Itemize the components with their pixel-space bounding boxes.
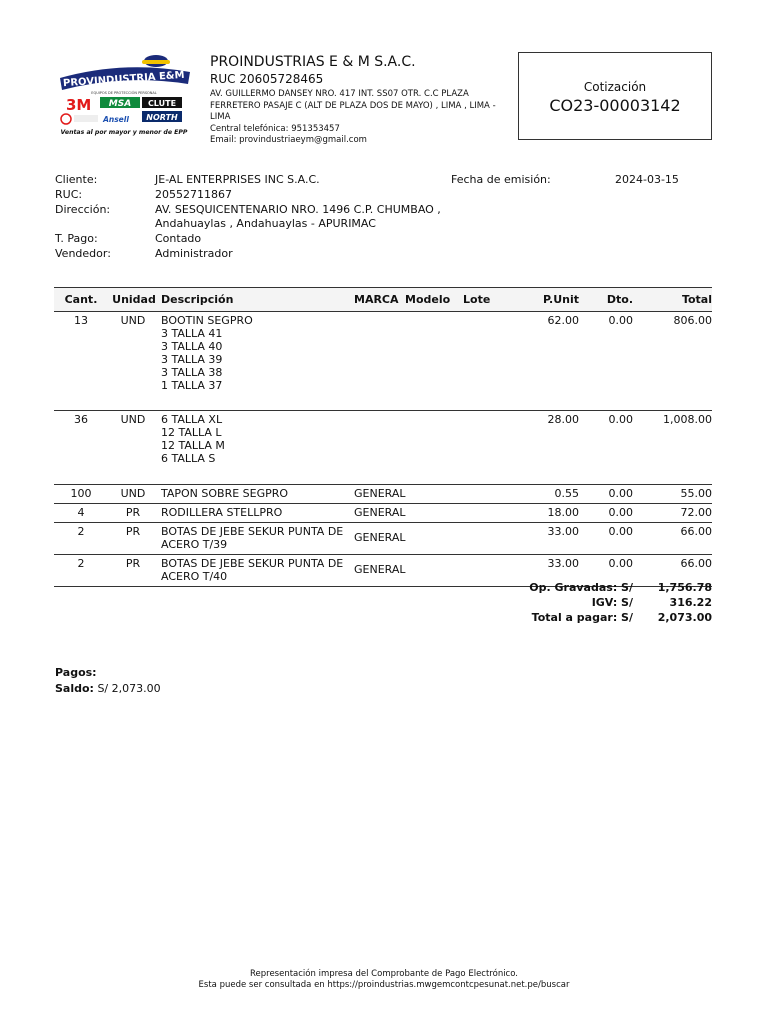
- total-value: 2,073.00: [657, 611, 712, 624]
- row-punit: 62.00: [547, 314, 579, 327]
- svg-text:3M: 3M: [66, 96, 92, 114]
- ruc-value: 20552711867: [155, 188, 232, 201]
- row-marca: GENERAL: [354, 531, 406, 544]
- row-unidad: UND: [120, 413, 146, 426]
- date-label: Fecha de emisión:: [451, 173, 551, 186]
- desc-line: 12 TALLA L: [161, 426, 222, 439]
- saldo-label: Saldo:: [55, 682, 94, 695]
- table-header: [54, 287, 712, 312]
- gravadas-value: 1,756.78: [657, 581, 712, 594]
- table-row: [54, 485, 712, 504]
- row-description: [161, 557, 349, 583]
- quote-label: Cotización: [583, 80, 647, 94]
- row-dto: 0.00: [608, 525, 633, 538]
- payments: [55, 665, 161, 697]
- desc-line: 3 TALLA 41: [161, 327, 223, 340]
- row-total: 72.00: [680, 506, 712, 519]
- row-punit: 18.00: [547, 506, 579, 519]
- row-dto: 0.00: [608, 557, 633, 570]
- svg-text:MSA: MSA: [108, 99, 132, 109]
- row-total: 66.00: [680, 557, 712, 570]
- row-description: [161, 525, 349, 551]
- header-unidad: Unidad: [112, 293, 156, 306]
- header-descripcion: Descripción: [161, 293, 234, 306]
- row-description: [161, 487, 349, 500]
- desc-line: 3 TALLA 40: [161, 340, 223, 353]
- table-row: [54, 504, 712, 523]
- row-cant: 100: [70, 487, 92, 500]
- footer: [0, 969, 768, 991]
- igv-label: IGV: S/: [591, 596, 633, 609]
- header-cant: Cant.: [64, 293, 98, 306]
- row-description: [161, 413, 349, 465]
- header-dto: Dto.: [606, 293, 633, 306]
- row-cant: 2: [77, 557, 85, 570]
- igv-value: 316.22: [669, 596, 712, 609]
- header-marca: MARCA: [354, 293, 399, 306]
- table-row: [54, 312, 712, 411]
- quote-number: CO23-00003142: [549, 96, 681, 115]
- svg-text:Ventas al por mayor y menor de: Ventas al por mayor y menor de EPP: [60, 129, 188, 136]
- header-punit: P.Unit: [542, 293, 579, 306]
- footer-line-2: Esta puede ser consultada en https://proindustrias.mwgemcontcpesunat.net.pe/buscar: [198, 980, 570, 990]
- company-info: [210, 54, 510, 147]
- desc-line: BOOTIN SEGPRO: [161, 314, 253, 327]
- client-value: JE-AL ENTERPRISES INC S.A.C.: [155, 173, 320, 186]
- payment-label: T. Pago:: [55, 232, 98, 245]
- total-label: Total a pagar: S/: [531, 611, 633, 624]
- desc-line: 1 TALLA 37: [161, 379, 223, 392]
- header-lote: Lote: [463, 293, 491, 306]
- row-unidad: PR: [125, 557, 141, 570]
- row-punit: 33.00: [547, 525, 579, 538]
- svg-text:EQUIPOS DE PROTECCIÓN PERSONAL: EQUIPOS DE PROTECCIÓN PERSONAL: [91, 91, 157, 95]
- row-description: [161, 506, 349, 519]
- company-address: AV. GUILLERMO DANSEY NRO. 417 INT. SS07 OTR. C.C PLAZA FERRETERO PASAJE C (ALT DE PLAZA DOS DE MAYO) , LIMA , LIMA - LIMA: [210, 89, 496, 122]
- pagos-label: Pagos:: [55, 666, 97, 679]
- gravadas-label: Op. Gravadas: S/: [529, 581, 633, 594]
- company-logo: [54, 52, 196, 138]
- row-unidad: UND: [120, 314, 146, 327]
- header-total: Total: [681, 293, 712, 306]
- row-marca: GENERAL: [354, 506, 406, 519]
- row-unidad: PR: [125, 525, 141, 538]
- row-cant: 13: [74, 314, 88, 327]
- table-row: [54, 411, 712, 485]
- seller-label: Vendedor:: [55, 247, 111, 260]
- desc-line: 6 TALLA XL: [161, 413, 223, 426]
- desc-line: BOTAS DE JEBE SEKUR PUNTA DE: [161, 557, 344, 570]
- company-name: PROINDUSTRIAS E & M S.A.C.: [210, 54, 416, 70]
- address-label: Dirección:: [55, 203, 111, 216]
- ruc-label: RUC:: [55, 188, 83, 201]
- company-email: Email: provindustriaeym@gmail.com: [210, 135, 367, 145]
- row-dto: 0.00: [608, 413, 633, 426]
- header-modelo: Modelo: [405, 293, 451, 306]
- quote-box: [518, 52, 712, 140]
- client-label: Cliente:: [55, 173, 98, 186]
- row-cant: 2: [77, 525, 85, 538]
- row-cant: 4: [77, 506, 85, 519]
- table-row: [54, 523, 712, 555]
- row-unidad: UND: [120, 487, 146, 500]
- desc-line: BOTAS DE JEBE SEKUR PUNTA DE: [161, 525, 344, 538]
- row-punit: 33.00: [547, 557, 579, 570]
- items-table: [54, 287, 712, 587]
- desc-line: 6 TALLA S: [161, 452, 216, 465]
- row-dto: 0.00: [608, 314, 633, 327]
- row-cant: 36: [74, 413, 88, 426]
- svg-text:PROVINDUSTRIA E&M: PROVINDUSTRIA E&M: [62, 69, 185, 90]
- row-marca: GENERAL: [354, 563, 406, 576]
- row-description: [161, 314, 349, 392]
- desc-line: ACERO T/39: [161, 538, 228, 551]
- svg-text:CLUTE: CLUTE: [147, 99, 177, 108]
- payment-value: Contado: [155, 232, 202, 245]
- desc-line: TAPON SOBRE SEGPRO: [161, 487, 289, 500]
- row-dto: 0.00: [608, 506, 633, 519]
- row-unidad: PR: [125, 506, 141, 519]
- desc-line: ACERO T/40: [161, 570, 228, 583]
- footer-line-1: Representación impresa del Comprobante de Pago Electrónico.: [249, 969, 518, 979]
- company-phone: Central telefónica: 951353457: [210, 123, 340, 134]
- seller-value: Administrador: [155, 247, 233, 260]
- row-punit: 0.55: [554, 487, 579, 500]
- row-total: 55.00: [680, 487, 712, 500]
- row-total: 806.00: [673, 314, 712, 327]
- desc-line: 12 TALLA M: [161, 439, 225, 452]
- svg-text:Ansell: Ansell: [103, 115, 129, 124]
- address-value: AV. SESQUICENTENARIO NRO. 1496 C.P. CHUMBAO , Andahuaylas , Andahuaylas - APURIMAC: [155, 203, 441, 230]
- row-punit: 28.00: [547, 413, 579, 426]
- row-dto: 0.00: [608, 487, 633, 500]
- desc-line: 3 TALLA 38: [161, 366, 223, 379]
- desc-line: RODILLERA STELLPRO: [161, 506, 283, 519]
- svg-text:NORTH: NORTH: [146, 113, 178, 122]
- saldo-value: S/ 2,073.00: [97, 682, 161, 695]
- company-ruc: RUC 20605728465: [210, 72, 324, 86]
- row-total: 66.00: [680, 525, 712, 538]
- row-total: 1,008.00: [663, 413, 712, 426]
- row-marca: GENERAL: [354, 487, 406, 500]
- date-value: 2024-03-15: [615, 173, 679, 186]
- desc-line: 3 TALLA 39: [161, 353, 223, 366]
